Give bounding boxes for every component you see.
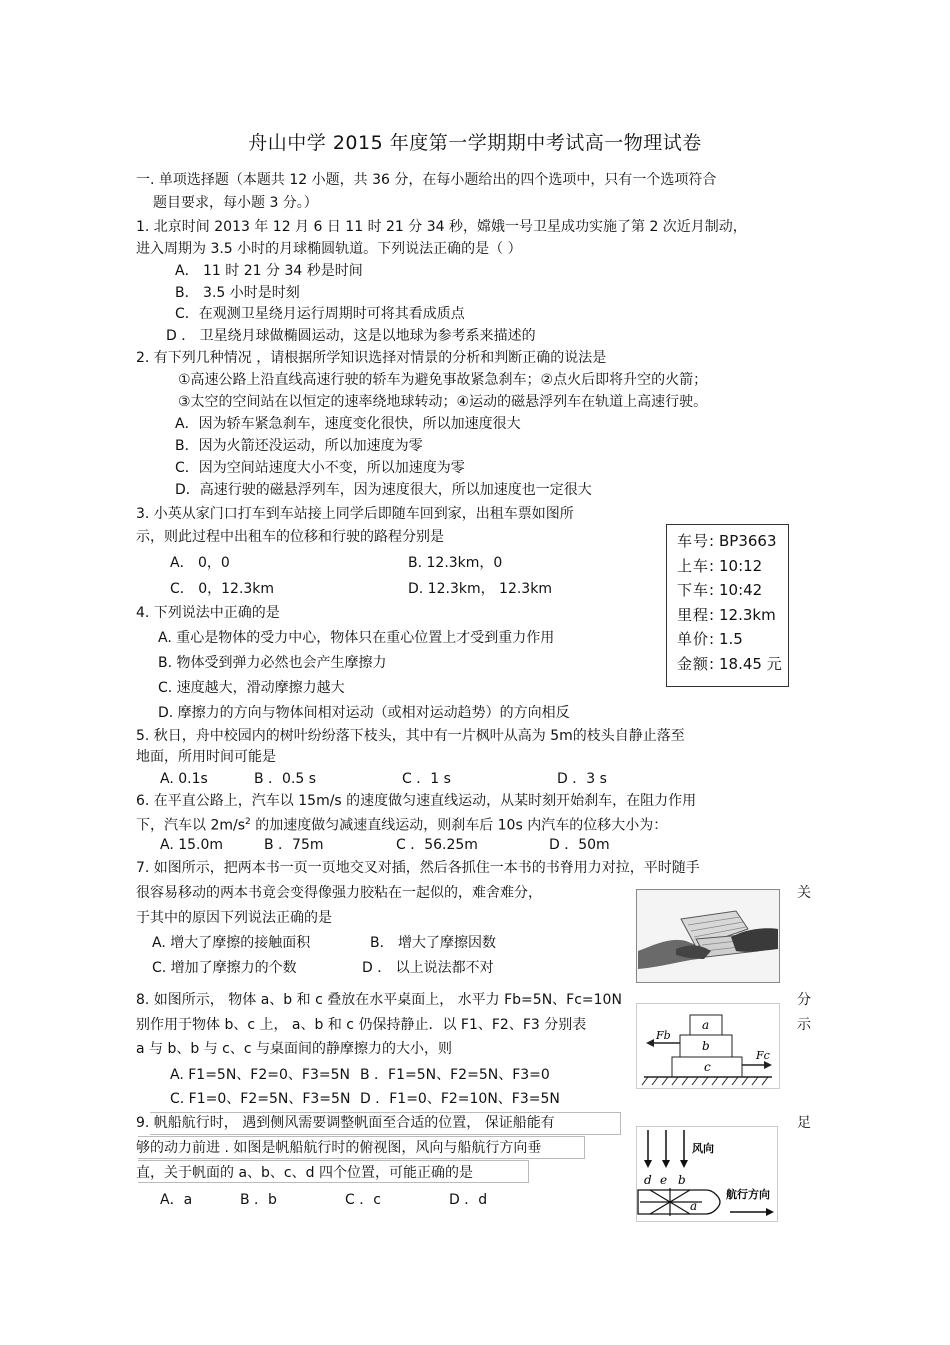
books-photo (636, 889, 780, 983)
q6-option-a: A. 15.0m (160, 837, 224, 853)
q1-option-d: D ． 卫星绕月球做椭圆运动，这是以地球为参考系来描述的 (166, 328, 536, 344)
q3-stem-line2: 示，则此过程中出租车的位移和行驶的路程分别是 (136, 529, 444, 545)
block-a-label: a (702, 1018, 710, 1032)
q2-option-b: B．因为火箭还没运动，所以加速度为零 (175, 438, 423, 454)
receipt-row-amount: 金额: 18.45 元 (677, 654, 782, 673)
q8-stem-line2: 别作用于物体 b、c 上， a、b 和 c 仍保持静止．以 F1、F2、F3 分别表 (136, 1017, 587, 1033)
q4-option-c: C. 速度越大，滑动摩擦力越大 (158, 680, 345, 696)
q3-option-a: A． 0，0 (170, 555, 230, 571)
q6-option-d: D ．50m (549, 837, 610, 853)
q5-stem-line2: 地面，所用时间可能是 (136, 749, 276, 765)
q9-stem-line3: 直，关于帆面的 a、b、c、d 四个位置，可能正确的是 (136, 1165, 473, 1181)
q1-stem-line2: 进入周期为 3.5 小时的月球椭圆轨道。下列说法正确的是（ ） (136, 241, 522, 257)
receipt-row-distance: 里程: 12.3km (677, 605, 776, 624)
q2-option-d: D．高速行驶的磁悬浮列车，因为速度很大，所以加速度也一定很大 (175, 482, 592, 498)
q8-option-a: A. F1=5N、F2=0、F3=5N (170, 1067, 350, 1083)
receipt-row-price: 单价: 1.5 (677, 630, 743, 648)
q5-stem-line1: 5. 秋日，舟中校园内的树叶纷纷落下枝头，其中有一片枫叶从高为 5m的枝头自静止落至 (136, 728, 685, 744)
q7-option-c: C. 增加了摩擦力的个数 (152, 960, 297, 976)
page-title: 舟山中学 2015 年度第一学期期中考试高一物理试卷 (248, 132, 702, 154)
q3-stem-line1: 3. 小英从家门口打车到车站接上同学后即随车回到家，出租车票如图所 (136, 506, 574, 522)
q8-stem-line1: 8. 如图所示， 物体 a、b 和 c 叠放在水平桌面上， 水平力 Fb=5N、Fc=10N (136, 992, 622, 1008)
q8-option-c: C. F1=0、F2=5N、F3=5N (170, 1091, 351, 1107)
receipt-row-plate: 车号: BP3663 (677, 532, 777, 550)
q4-option-d: D. 摩擦力的方向与物体间相对运动（或相对运动趋势）的方向相反 (158, 705, 570, 721)
section-instruction-line1: 一. 单项选择题（本题共 12 小题，共 36 分，在每小题给出的四个选项中，只有一个选项符合 (136, 172, 717, 188)
q7-option-b: B． 增大了摩擦因数 (370, 935, 497, 951)
q5-option-b: B ．0.5 s (254, 771, 317, 787)
q8-stem-line1-end: 分 (797, 992, 811, 1008)
receipt-row-board: 上车: 10:12 (677, 556, 763, 575)
q2-situation-2: ③太空的空间站在以恒定的速率绕地球转动；④运动的磁悬浮列车在轨道上高速行驶。 (178, 394, 708, 410)
q3-option-b: B. 12.3km，0 (408, 555, 503, 571)
section-instruction-line2: 题目要求，每小题 3 分。） (153, 195, 318, 211)
wind-direction-label: 风向 (692, 1142, 714, 1155)
q5-option-d: D ．3 s (557, 771, 607, 787)
q9-stem-line1: 9. 帆船航行时， 遇到侧风需要调整帆面至合适的位置， 保证船能有 (136, 1115, 555, 1131)
q2-stem: 2. 有下列几种情况 ，请根据所学知识选择对情景的分析和判断正确的说法是 (136, 350, 607, 366)
q9-stem-line1-end: 足 (797, 1115, 811, 1131)
force-fb-label: Fb (656, 1029, 671, 1042)
q1-option-c: C．在观测卫星绕月运行周期时可将其看成质点 (175, 306, 465, 322)
stacked-blocks-figure (636, 1003, 780, 1089)
q6-stem-line1: 6. 在平直公路上，汽车以 15m/s 的速度做匀速直线运动，从某时刻开始刹车，在阻力作用 (136, 793, 697, 809)
q3-option-c: C． 0，12.3km (170, 581, 275, 597)
q9-option-c: C ．c (345, 1192, 381, 1208)
q2-option-a: A．因为轿车紧急刹车，速度变化很快，所以加速度很大 (175, 416, 521, 432)
q2-situation-1: ①高速公路上沿直线高速行驶的轿车为避免事故紧急刹车；②点火后即将升空的火箭； (178, 372, 708, 388)
force-fc-label: Fc (756, 1049, 770, 1062)
q5-option-a: A. 0.1s (160, 771, 208, 787)
q8-option-b: B ．F1=5N、F2=5N、F3=0 (360, 1067, 550, 1083)
sail-d-label: d (644, 1173, 652, 1187)
q9-option-a: A．a (160, 1192, 193, 1208)
taxi-receipt (666, 524, 789, 687)
q4-stem: 4. 下列说法中正确的是 (136, 605, 280, 621)
block-b-label: b (702, 1039, 710, 1053)
sailboat-figure (636, 1126, 778, 1222)
block-c-label: c (704, 1060, 711, 1074)
q1-option-a: A． 11 时 21 分 34 秒是时间 (175, 263, 363, 279)
q9-option-d: D ．d (449, 1192, 488, 1208)
q7-stem-line2-end: 关 (797, 885, 811, 901)
q1-option-b: B． 3.5 小时是时刻 (175, 285, 300, 301)
q7-option-d: D ． 以上说法都不对 (362, 960, 494, 976)
q7-stem-line2: 很容易移动的两本书竟会变得像强力胶粘在一起似的，难舍难分， (136, 885, 542, 901)
q4-option-b: B. 物体受到弹力必然也会产生摩擦力 (158, 655, 387, 671)
q6-option-b: B ．75m (264, 837, 324, 853)
q7-stem-line1: 7. 如图所示，把两本书一页一页地交叉对插，然后各抓住一本书的书脊用力对拉，平时随手 (136, 860, 700, 876)
q8-option-d: D ．F1=0、F2=10N、F3=5N (360, 1091, 560, 1107)
q9-stem-line2: 够的动力前进 . 如图是帆船航行时的俯视图，风向与船航行方向垂 (136, 1140, 542, 1156)
q7-option-a: A. 增大了摩擦的接触面积 (152, 935, 311, 951)
sail-e-label: e (660, 1173, 668, 1187)
q8-stem-line2-end: 示 (797, 1017, 811, 1033)
q3-option-d: D. 12.3km， 12.3km (408, 581, 552, 597)
q6-option-c: C ．56.25m (396, 837, 478, 853)
q8-stem-line3: a 与 b、b 与 c、c 与桌面间的静摩擦力的大小，则 (136, 1041, 452, 1057)
heading-direction-label: 航行方向 (726, 1188, 770, 1201)
q9-option-b: B ．b (240, 1192, 277, 1208)
q6-stem-line2: 下，汽车以 $2m/s^2$ 的加速度做匀减速直线运动，则刹车后 10s 内汽车的位移大小为： (136, 817, 668, 834)
q1-stem-line1: 1. 北京时间 2013 年 12 月 6 日 11 时 21 分 34 秒，嫦娥一号卫星成功实施了第 2 次近月制动， (136, 219, 747, 235)
sail-b-label: b (678, 1173, 686, 1187)
q7-stem-line3: 于其中的原因下列说法正确的是 (136, 910, 332, 926)
q5-option-c: C ．1 s (402, 771, 451, 787)
q2-option-c: C．因为空间站速度大小不变，所以加速度为零 (175, 460, 465, 476)
receipt-row-alight: 下车: 10:42 (677, 581, 763, 599)
sail-a-label: a (690, 1199, 698, 1213)
q4-option-a: A. 重心是物体的受力中心，物体只在重心位置上才受到重力作用 (158, 630, 555, 646)
